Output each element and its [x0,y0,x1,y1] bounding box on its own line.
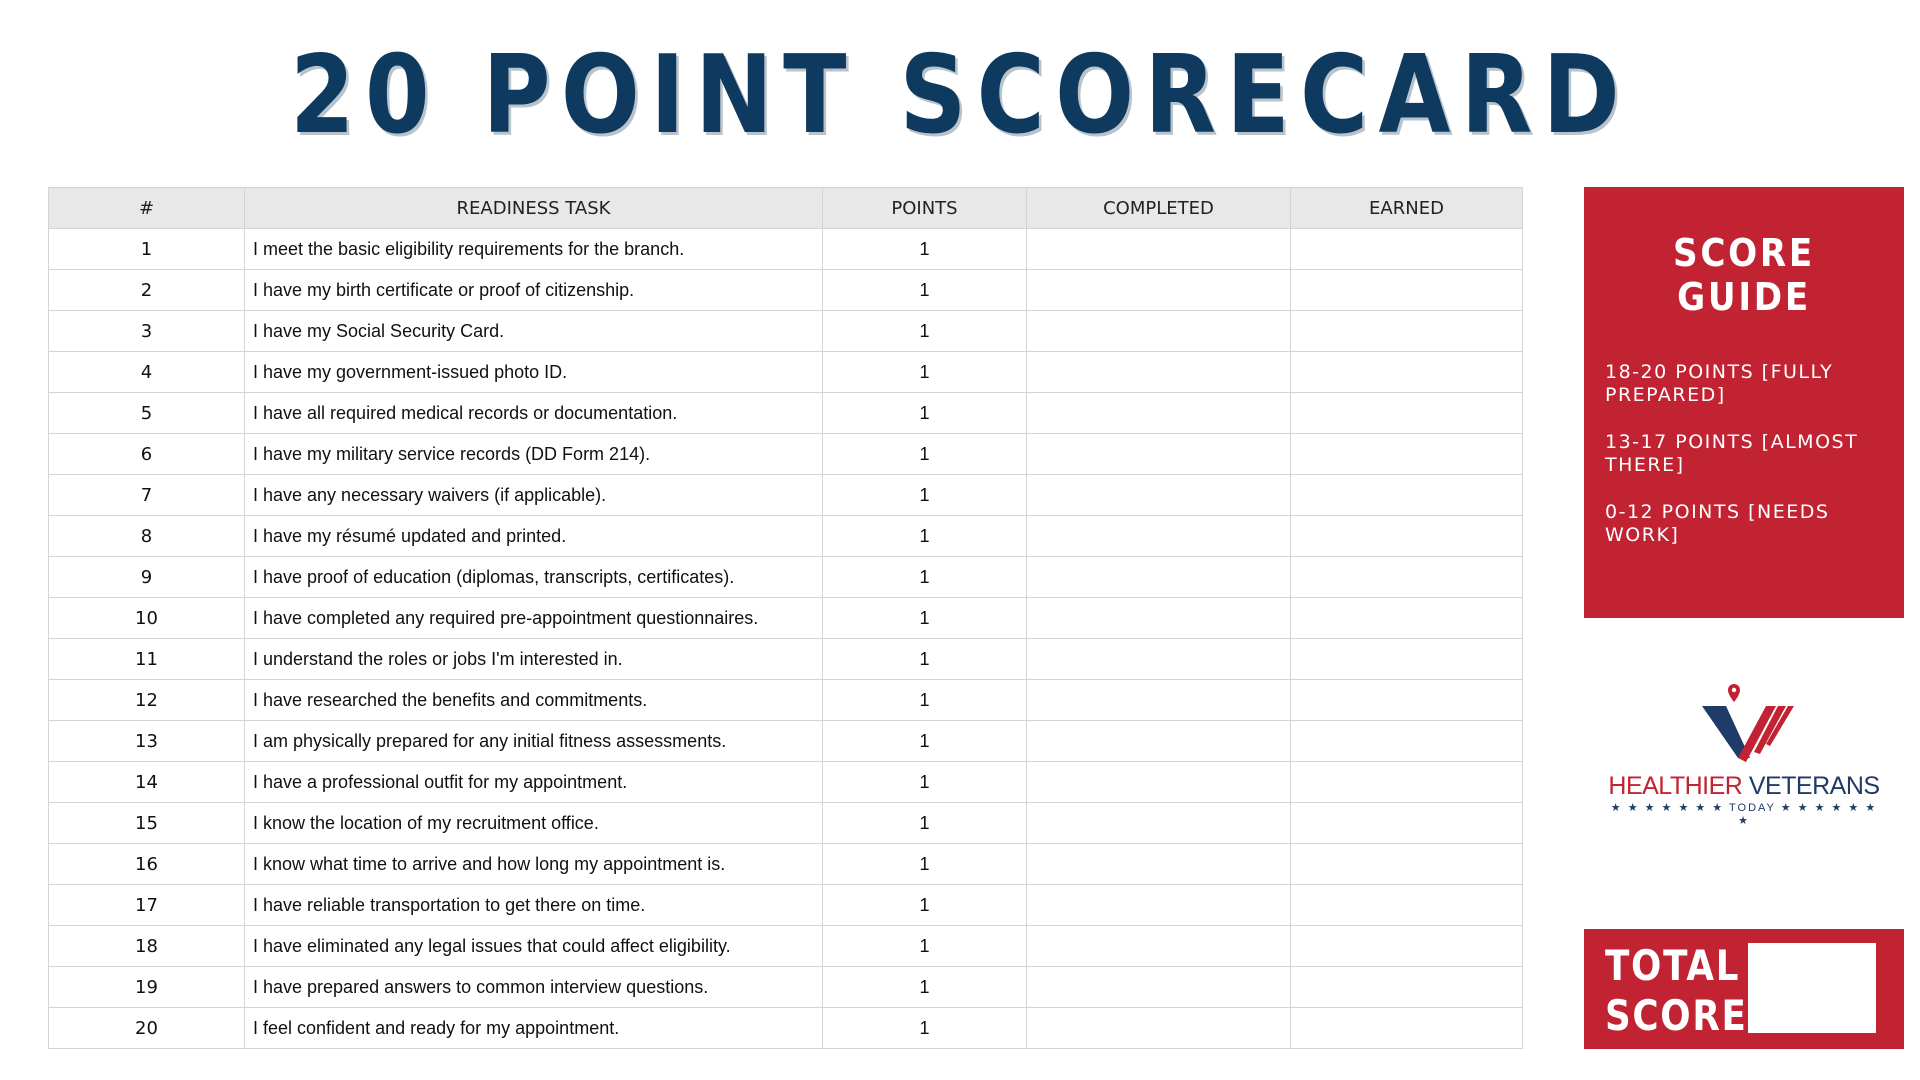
row-number-cell: 5 [49,393,245,434]
completed-cell[interactable] [1027,557,1291,598]
task-cell: I have my Social Security Card. [245,311,823,352]
row-number-cell: 17 [49,885,245,926]
task-cell: I have my military service records (DD Form 214). [245,434,823,475]
earned-cell[interactable] [1291,475,1523,516]
points-cell: 1 [823,967,1027,1008]
table-row [49,352,1523,393]
earned-cell[interactable] [1291,885,1523,926]
points-cell: 1 [823,926,1027,967]
table-row [49,680,1523,721]
points-cell: 1 [823,516,1027,557]
points-cell: 1 [823,680,1027,721]
points-cell: 1 [823,721,1027,762]
table-row [49,311,1523,352]
completed-cell[interactable] [1027,598,1291,639]
row-number-cell: 3 [49,311,245,352]
column-header-points: POINTS [823,188,1027,229]
points-cell: 1 [823,393,1027,434]
completed-cell[interactable] [1027,926,1291,967]
column-header-completed: COMPLETED [1027,188,1291,229]
earned-cell[interactable] [1291,680,1523,721]
healthier-veterans-logo [1604,680,1884,827]
earned-cell[interactable] [1291,1008,1523,1049]
earned-cell[interactable] [1291,270,1523,311]
completed-cell[interactable] [1027,680,1291,721]
task-cell: I have reliable transportation to get there on time. [245,885,823,926]
page-title: 20 POINT SCORECARD [289,33,1631,158]
table-header-row [49,188,1523,229]
score-guide-title: SCORE GUIDE [1672,231,1816,319]
total-score-box [1748,943,1876,1033]
table-row [49,967,1523,1008]
score-guide-item: 0-12 POINTS [NEEDS WORK] [1605,501,1830,546]
earned-cell[interactable] [1291,762,1523,803]
task-cell: I have my government-issued photo ID. [245,352,823,393]
table-row [49,844,1523,885]
table-body [49,229,1523,1049]
points-cell: 1 [823,1008,1027,1049]
table-row [49,475,1523,516]
task-cell: I meet the basic eligibility requirements for the branch. [245,229,823,270]
table-row [49,598,1523,639]
completed-cell[interactable] [1027,475,1291,516]
points-cell: 1 [823,844,1027,885]
column-header-number: # [49,188,245,229]
completed-cell[interactable] [1027,967,1291,1008]
row-number-cell: 4 [49,352,245,393]
row-number-cell: 6 [49,434,245,475]
task-cell: I have my résumé updated and printed. [245,516,823,557]
table-row [49,926,1523,967]
earned-cell[interactable] [1291,352,1523,393]
task-cell: I have researched the benefits and commitments. [245,680,823,721]
table-row [49,721,1523,762]
task-cell: I am physically prepared for any initial fitness assessments. [245,721,823,762]
row-number-cell: 2 [49,270,245,311]
task-cell: I feel confident and ready for my appointment. [245,1008,823,1049]
row-number-cell: 14 [49,762,245,803]
row-number-cell: 8 [49,516,245,557]
table-row [49,639,1523,680]
task-cell: I understand the roles or jobs I'm interested in. [245,639,823,680]
completed-cell[interactable] [1027,434,1291,475]
logo-word-veterans: VETERANS [1748,772,1880,800]
earned-cell[interactable] [1291,844,1523,885]
table-row [49,229,1523,270]
earned-cell[interactable] [1291,721,1523,762]
completed-cell[interactable] [1027,311,1291,352]
completed-cell[interactable] [1027,721,1291,762]
scorecard-table [48,187,1523,1049]
score-guide-item: 13-17 POINTS [ALMOST THERE] [1605,431,1859,476]
completed-cell[interactable] [1027,270,1291,311]
completed-cell[interactable] [1027,229,1291,270]
earned-cell[interactable] [1291,229,1523,270]
task-cell: I know what time to arrive and how long my appointment is. [245,844,823,885]
task-cell: I have eliminated any legal issues that could affect eligibility. [245,926,823,967]
task-cell: I have a professional outfit for my appointment. [245,762,823,803]
points-cell: 1 [823,229,1027,270]
row-number-cell: 10 [49,598,245,639]
row-number-cell: 7 [49,475,245,516]
table-row [49,557,1523,598]
logo-wordmark [1604,772,1884,801]
row-number-cell: 19 [49,967,245,1008]
scorecard-table-wrap [48,187,1522,1049]
row-number-cell: 13 [49,721,245,762]
task-cell: I have any necessary waivers (if applicable). [245,475,823,516]
table-row [49,270,1523,311]
earned-cell[interactable] [1291,434,1523,475]
earned-cell[interactable] [1291,639,1523,680]
column-header-earned: EARNED [1291,188,1523,229]
veterans-v-logo-icon [1604,680,1884,772]
points-cell: 1 [823,598,1027,639]
points-cell: 1 [823,434,1027,475]
points-cell: 1 [823,311,1027,352]
earned-cell[interactable] [1291,557,1523,598]
task-cell: I have all required medical records or documentation. [245,393,823,434]
logo-tagline: ★ ★ ★ ★ ★ ★ ★ TODAY ★ ★ ★ ★ ★ ★ ★ [1610,802,1878,827]
earned-cell[interactable] [1291,516,1523,557]
total-score-panel [1584,929,1904,1049]
completed-cell[interactable] [1027,885,1291,926]
score-guide-item: 18-20 POINTS [FULLY PREPARED] [1605,361,1834,406]
points-cell: 1 [823,639,1027,680]
completed-cell[interactable] [1027,1008,1291,1049]
task-cell: I have proof of education (diplomas, transcripts, certificates). [245,557,823,598]
task-cell: I have my birth certificate or proof of citizenship. [245,270,823,311]
task-cell: I have completed any required pre-appointment questionnaires. [245,598,823,639]
table-row [49,1008,1523,1049]
points-cell: 1 [823,762,1027,803]
table-row [49,393,1523,434]
row-number-cell: 16 [49,844,245,885]
row-number-cell: 18 [49,926,245,967]
row-number-cell: 12 [49,680,245,721]
table-row [49,762,1523,803]
completed-cell[interactable] [1027,844,1291,885]
points-cell: 1 [823,270,1027,311]
row-number-cell: 20 [49,1008,245,1049]
row-number-cell: 15 [49,803,245,844]
points-cell: 1 [823,352,1027,393]
row-number-cell: 9 [49,557,245,598]
table-row [49,434,1523,475]
points-cell: 1 [823,475,1027,516]
completed-cell[interactable] [1027,803,1291,844]
earned-cell[interactable] [1291,967,1523,1008]
task-cell: I have prepared answers to common interview questions. [245,967,823,1008]
points-cell: 1 [823,803,1027,844]
earned-cell[interactable] [1291,311,1523,352]
row-number-cell: 1 [49,229,245,270]
task-cell: I know the location of my recruitment office. [245,803,823,844]
table-row [49,516,1523,557]
logo-word-healthier: HEALTHIER [1608,772,1743,800]
completed-cell[interactable] [1027,352,1291,393]
total-score-label: TOTAL SCORE [1605,941,1748,1040]
earned-cell[interactable] [1291,926,1523,967]
earned-cell[interactable] [1291,803,1523,844]
column-header-task: READINESS TASK [245,188,823,229]
completed-cell[interactable] [1027,516,1291,557]
completed-cell[interactable] [1027,393,1291,434]
score-guide-list [1605,361,1890,571]
points-cell: 1 [823,885,1027,926]
row-number-cell: 11 [49,639,245,680]
completed-cell[interactable] [1027,639,1291,680]
table-row [49,885,1523,926]
completed-cell[interactable] [1027,762,1291,803]
earned-cell[interactable] [1291,598,1523,639]
table-row [49,803,1523,844]
earned-cell[interactable] [1291,393,1523,434]
points-cell: 1 [823,557,1027,598]
score-guide-panel [1584,187,1904,618]
